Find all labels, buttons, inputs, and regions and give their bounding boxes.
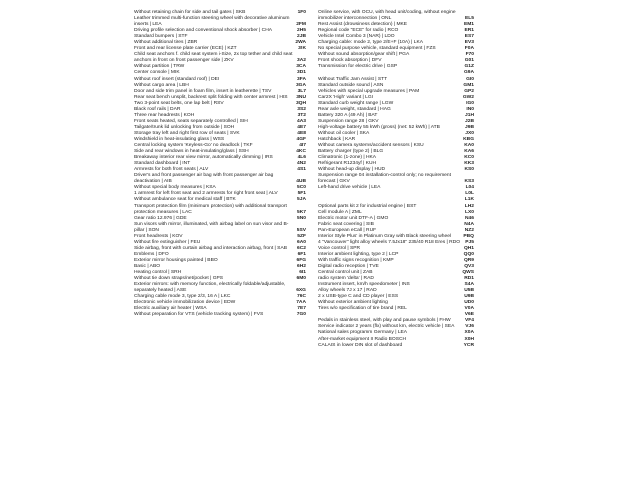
equipment-code: 6F1 [297,251,306,257]
equipment-code: L04 [465,185,474,191]
equipment-code: VJ6 [465,324,474,330]
equipment-code: 3FA [297,76,306,82]
equipment-description: Alloy wheels 7J x 17 | RAD [318,288,377,294]
equipment-description: Transport protection film (minimum protection) with additional transport protection measures | LAC [134,203,287,215]
equipment-description: Driver's and front passenger air bag with front passenger air bag deactivation | AIB [134,173,274,185]
equipment-description: radio system 'delta' | RAD [318,276,374,282]
equipment-code: L1K [464,197,474,203]
equipment-description: Rest Assist (drowsiness detection) | MKE [318,22,408,28]
equipment-description: Digital radio reception | TVE [318,263,379,269]
equipment-code: G1Z [464,64,474,70]
equipment-code: ER1 [464,28,474,34]
equipment-code: X0H [464,336,474,342]
equipment-code: 5K7 [297,209,306,215]
equipment-description: After-market equipment II Radio BOSCH [318,336,407,342]
equipment-description: Without camera systems/accident sensors | KSU [318,143,424,149]
equipment-description: Service indicator 2 years (flx) without km, electric vehicle | SEA [318,324,455,330]
equipment-description: Armrests for both front seats | ALV [134,167,209,173]
equipment-code: 3D1 [297,70,306,76]
equipment-description: Interior Style Plus' in Platinum Gray with Black steering wheel [318,233,452,239]
equipment-code: 4GF [296,136,306,142]
equipment-description: Child seat anchors f. child seat system i-Size, 2x top tether and child seat anchors in front on front passenger side | ZKV [134,52,293,64]
equipment-description: Pan-European eCall | RUF [318,227,377,233]
equipment-code: 4N2 [297,161,306,167]
equipment-description: Rear axle weight, standard | HAG [318,106,391,112]
equipment-description: Standard outside sound | ASN [318,82,384,88]
equipment-description: Basic | ABO [134,263,161,269]
equipment-list-left [134,10,306,472]
equipment-code: 5F1 [297,191,306,197]
equipment-description: Pedals in stainless steel, with play and pause symbols | FHW [318,318,451,324]
equipment-code: GM1 [463,82,474,88]
equipment-code: GI0 [466,76,474,82]
equipment-code: GP2 [464,88,474,94]
equipment-description: Battery 320 A (49 Ah) | BAT [318,112,378,118]
equipment-code: QWS [462,270,474,276]
equipment-description: Front headrests | KOV [134,233,183,239]
equipment-code: N4A [464,221,474,227]
equipment-description: Electric auxiliary air heater | WSA [134,306,207,312]
equipment-description: Without roof insert (standard roof) | DEI [134,76,220,82]
equipment-description: Without cargo area | LBH [134,82,189,88]
equipment-code: 3T2 [297,112,306,118]
equipment-code: 3!K [298,46,306,52]
equipment-code: G9A [463,70,474,76]
equipment-code: QH1 [463,245,474,251]
equipment-description: Central control unit | ZAB [318,270,373,276]
equipment-code: L0L [465,191,474,197]
equipment-code: EM1 [463,22,474,28]
equipment-row [318,64,474,70]
equipment-code: JX0 [465,130,474,136]
equipment-list-right [318,10,474,472]
equipment-description: Transmission for electric drive | GSP [318,64,398,70]
equipment-code: IN0 [466,106,474,112]
equipment-code: S4A [464,282,474,288]
equipment-description: Three rear headrests | KOH [134,112,195,118]
equipment-code: 4A3 [297,118,306,124]
equipment-description: Side airbag, front with curtain airbag and interaction airbag, front | SAB [134,245,287,251]
equipment-code: IG0 [466,100,474,106]
equipment-code: U5B [464,288,474,294]
equipment-code: EV3 [464,40,474,46]
equipment-description: Without preparation for VTS (vehicle tracking system) | FVS [134,312,264,318]
equipment-code: 3GA [295,82,306,88]
equipment-code: 3CA [296,64,306,70]
equipment-description: Without additional tires | ZBR [134,40,198,46]
equipment-code: G01 [464,58,474,64]
equipment-description: Gear ratio 12.976 | GDE [134,215,187,221]
equipment-description: Rear seat bench unsplit, backrest split folding with center armrest | HIS [134,94,288,100]
equipment-description: Breakaway interior rear view mirror, automatically dimming | IRS [134,155,273,161]
equipment-description: Without ambulance seat for medical staff | BTK [134,197,236,203]
equipment-description: Black roof rails | DAR [134,106,181,112]
equipment-code: 4I7 [299,143,306,149]
equipment-code: QV3 [464,263,474,269]
equipment-code: 5SV [296,227,306,233]
equipment-description: Central locking system 'Keyless-Go' no deadlock | TKF [134,143,253,149]
equipment-description: Door and side trim panel in foam film, insert in leatherette | TSV [134,88,272,94]
equipment-code: 4S1 [297,167,306,173]
equipment-code-sheet [134,10,474,472]
equipment-code: 2JB [297,34,306,40]
equipment-code: KC0 [464,155,474,161]
equipment-code: J2B [465,118,474,124]
equipment-code: 4E8 [297,130,306,136]
equipment-description: Without exterior ambient lighting [318,300,388,306]
equipment-code: KS0 [464,167,474,173]
equipment-code: 6A0 [297,239,306,245]
equipment-code: 6M0 [296,276,306,282]
equipment-description: Emblems | DFO [134,251,169,257]
equipment-description: Electric motor unit DTF-A | GMO [318,215,389,221]
equipment-code: PJ5 [465,239,474,245]
equipment-code: 2WA [295,40,306,46]
equipment-description: Online service, with OCU, with head unit/coding, without engine immobilizer interconnection | ONL [318,10,456,22]
equipment-description: Fabric seat covering | SIB [318,221,374,227]
equipment-description: Climatronic (1-zone) | HKA [318,155,377,161]
equipment-description: Side and rear windows in heat-insulating/glass | SSH [134,149,249,155]
equipment-code: 1F0 [297,10,306,15]
equipment-code: N46 [465,215,474,221]
equipment-description: Front seats heated, seats separately controlled | SIH [134,118,248,124]
equipment-code: J9B [465,124,474,130]
equipment-code: 6XG [296,288,306,294]
equipment-description: Standard dashboard | INT [134,161,191,167]
equipment-description: Hatchback | KAR [318,136,356,142]
equipment-description: Left-hand drive vehicle | LEA [318,185,381,191]
equipment-code: ES7 [464,34,474,40]
equipment-code: 7G0 [296,312,306,318]
equipment-description: Optional parts kit 2 for industrial engine | BST [318,203,417,209]
equipment-description: Suspension range 28 | GKV [318,118,379,124]
equipment-description: Cell module A | ZML [318,209,362,215]
equipment-description: CALAIS in lower DIN slot of dashboard [318,342,403,348]
equipment-row [134,52,306,64]
equipment-code: KK3 [464,161,474,167]
equipment-description: Vehicle Intel Combo 3 (NAR) | LDO [318,34,395,40]
equipment-description: Refrigerant R1234yf | KUH [318,161,377,167]
equipment-code: J1H [465,112,474,118]
equipment-code: EL5 [465,16,474,22]
equipment-code: U9B [464,294,474,300]
equipment-code: V6E [464,312,474,318]
equipment-description: Without Traffic Jam Assist | STT [318,76,388,82]
equipment-code: 3S2 [297,106,306,112]
equipment-description: Sun visors with mirror, illuminated, with airbag label on sun visor and B-pillar | SON [134,221,289,233]
equipment-description: Without partition | TRW [134,64,185,70]
equipment-description: Exterior mirrors: with memory function, electrically foldable/adjustable, separately heated | ASE [134,282,286,294]
equipment-description: Car2X 'High' variant | LGI [318,94,374,100]
equipment-description: Heating control | SRH [134,270,182,276]
equipment-description: Standard curb weight range | LGW [318,100,394,106]
equipment-code: 2H5 [297,28,306,34]
equipment-code: 3A2 [297,58,306,64]
equipment-description: Without sound absorption/gear shift | PGA [318,52,410,58]
equipment-code: 6I1 [299,270,306,276]
equipment-row [318,343,474,349]
equipment-row [318,173,474,185]
equipment-description: Windshield in heat-insulating glass | WSS [134,136,225,142]
equipment-code: X0A [464,330,474,336]
equipment-description: Without fire extinguisher | FEU [134,239,201,245]
equipment-code: KBG [463,136,474,142]
equipment-code: 6FG [296,257,306,263]
equipment-description: Front and rear license plate carrier (ECE) | KZT [134,46,237,52]
equipment-code: LX0 [465,209,474,215]
equipment-code: QR9 [463,257,474,263]
equipment-code: KS3 [464,179,474,185]
equipment-description: Tires w/o specification of tire brand | REL [318,306,407,312]
equipment-description: 2 x USB-type C and CD player | ESS [318,294,399,300]
equipment-code: YCR [463,342,474,348]
equipment-code: 3NU [296,94,306,100]
equipment-description: Electronic vehicle immobilization device | EDW [134,300,236,306]
equipment-description: 1 armrest for left front seat and 2 armrests for right front seat | ALV [134,191,278,197]
equipment-code: LH2 [464,203,474,209]
equipment-description: Interior ambient lighting, type 2 | LCP [318,251,399,257]
equipment-description: Regional code "ECE" for radio | RCO [318,28,399,34]
equipment-code: 4L6 [297,155,306,161]
equipment-row [318,10,474,22]
equipment-code: 4E7 [297,124,306,130]
equipment-description: Driving profile selection and conventional shock absorber | CHA [134,28,273,34]
equipment-code: VF4 [465,318,474,324]
equipment-description: Storage tray left and right first row of seats | SVK [134,130,240,136]
equipment-code: 4KC [296,149,306,155]
equipment-code: 6C2 [297,245,306,251]
equipment-code: 5C0 [297,185,306,191]
equipment-code: 76C [297,294,306,300]
equipment-description: Charging cable mode 3, type 2/3, 16 A | LKC [134,294,231,300]
equipment-description: Vehicles with special upgrade measures | PAM [318,88,420,94]
equipment-row [134,282,306,294]
equipment-description: Standard bumpers | STF [134,34,188,40]
equipment-code: 6H2 [297,263,306,269]
equipment-description: Without head-up display | HUD [318,167,386,173]
equipment-row [318,306,474,312]
equipment-code: RD1 [464,276,474,282]
equipment-code: QQ0 [463,251,474,257]
equipment-description: With traffic signs recognition | KMP [318,257,394,263]
equipment-row [134,173,306,185]
equipment-code: F70 [465,52,474,58]
equipment-description: Center console | MIK [134,70,180,76]
equipment-code: 4UB [296,179,306,185]
equipment-description: Without special body measures | KSA [134,185,216,191]
equipment-description: Charging cable: mode 2, type 2/E+F (10A) | LKA [318,40,423,46]
equipment-description: 4 "Vancouver" light alloy wheels 7.5Jx18" 235/40 R18 Eres | RDO [318,239,461,245]
equipment-description: Two 3-point seat belts, one lap belt | RSV [134,100,224,106]
equipment-description: Without retaining chain for side and tail gates | SKB [134,10,246,15]
equipment-code: 5ZF [297,233,306,239]
equipment-description: Leather trimmed multi-function steering wheel with decorative aluminum inserts | LEA [134,16,290,28]
equipment-row [318,185,474,191]
equipment-code: 5N0 [297,215,306,221]
equipment-description: Tailgate/trunk lid unlocking from outside | SOH [134,124,235,130]
equipment-code: KA6 [464,149,474,155]
equipment-row [134,222,306,234]
equipment-code: 3L7 [297,88,306,94]
equipment-row [134,312,306,318]
equipment-row [134,16,306,28]
equipment-code: KA0 [464,143,474,149]
equipment-code: GW2 [462,94,474,100]
equipment-description: National sales programm Germany | LEA [318,330,408,336]
equipment-description: Battery charger (type 2) | BLG [318,149,384,155]
equipment-code: F0A [464,46,474,52]
equipment-code: 7AA [296,300,306,306]
equipment-code: 2FM [296,22,306,28]
equipment-description: Exterior mirror housings painted | BBO [134,257,218,263]
equipment-code: 7E7 [297,306,306,312]
equipment-description: Without tie down straps/net/pocket | GPS [134,276,224,282]
equipment-code: UD0 [464,300,474,306]
equipment-description: Instrument insert, km/h speedometer | INS [318,282,410,288]
equipment-description: Voice control | SPR [318,245,361,251]
equipment-description: High-voltage battery 55 kWh (gross) (net: 52 kWh) | ATB [318,124,440,130]
equipment-row [134,204,306,216]
equipment-description: No special purpose vehicle, standard equipment | FZS [318,46,436,52]
equipment-description: Front shock absorption | DFV [318,58,382,64]
equipment-code: NZ2 [464,227,474,233]
equipment-code: V0A [464,306,474,312]
equipment-code: PBQ [463,233,474,239]
equipment-code: 3QH [295,100,306,106]
equipment-description: Suspension range 04 installation-control only; no requirement forecast | GKV [318,173,451,185]
equipment-code: 5JA [297,197,306,203]
equipment-description: Without oil cooler | SKA [318,130,370,136]
